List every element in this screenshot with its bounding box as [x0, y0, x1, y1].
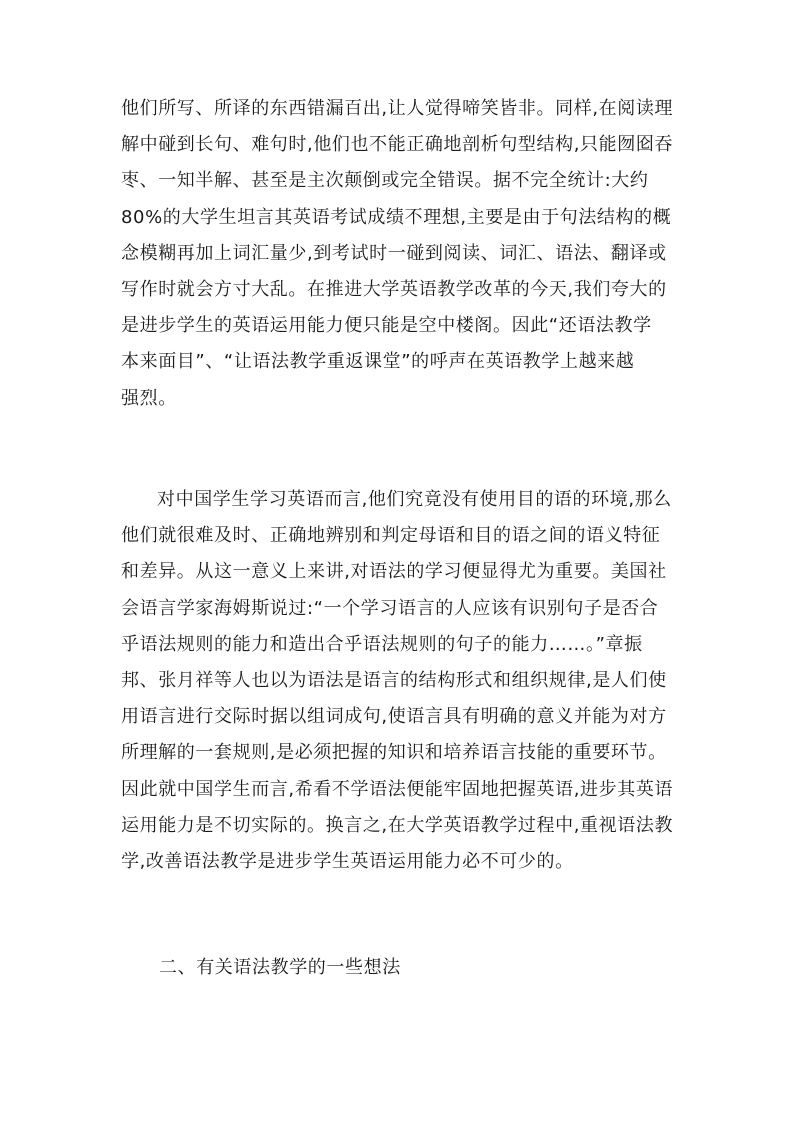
paragraph-line: 80%的大学生坦言其英语考试成绩不理想,主要是由于句法结构的概 [121, 206, 672, 228]
paragraph-line: 和差异。从这一意义上来讲,对语法的学习便显得尤为重要。美国社 [121, 561, 667, 583]
paragraph-line: 运用能力是不切实际的。换言之,在大学英语教学过程中,重视语法教 [121, 814, 674, 836]
section-heading: 二、有关语法教学的一些想法 [159, 957, 401, 978]
paragraph-line: 他们所写、所译的东西错漏百出,让人觉得啼笑皆非。同样,在阅读理 [121, 98, 674, 119]
paragraph-line: 邦、张月祥等人也以为语法是语言的结构形式和组织规律,是人们使 [121, 670, 667, 692]
paragraph-line: 枣、一知半解、甚至是主次颠倒或完全错误。据不完全统计:大约 [121, 170, 649, 192]
paragraph-line: 强烈。 [121, 387, 177, 409]
paragraph-1 [121, 91, 679, 417]
paragraph-line: 用语言进行交际时据以组词成句,使语言具有明确的意义并能为对方 [121, 706, 667, 728]
paragraph-line: 所理解的一套规则,是必须把握的知识和培养语言技能的重要环节。 [121, 742, 667, 764]
paragraph-line: 乎语法规则的能力和造出合乎语法规则的句子的能力……。”章振 [121, 633, 643, 655]
paragraph-line: 是进步学生的英语运用能力便只能是空中楼阁。因此“还语法教学 [121, 315, 652, 337]
paragraph-line: 本来面目”、“让语法教学重返课堂”的呼声在英语教学上越来越 [121, 351, 635, 373]
paragraph-line: 他们就很难及时、正确地辨别和判定母语和目的语之间的语义特征 [121, 525, 661, 547]
paragraph-line: 对中国学生学习英语而言,他们究竟没有使用目的语的环境,那么 [157, 489, 672, 510]
paragraph-line: 解中碰到长句、难句时,他们也不能正确地剖析句型结构,只能囫囵吞 [121, 134, 674, 156]
paragraph-2 [121, 482, 679, 880]
paragraph-line: 会语言学家海姆斯说过:“一个学习语言的人应该有识别句子是否合 [121, 597, 659, 619]
paragraph-line: 写作时就会方寸大乱。在推进大学英语教学改革的今天,我们夸大的 [121, 279, 667, 301]
paragraph-line: 念模糊再加上词汇量少,到考试时一碰到阅读、词汇、语法、翻译或 [121, 242, 667, 264]
paragraph-line: 学,改善语法教学是进步学生英语运用能力必不可少的。 [121, 851, 574, 873]
paragraph-line: 因此就中国学生而言,希看不学语法便能牢固地把握英语,进步其英语 [121, 778, 674, 800]
